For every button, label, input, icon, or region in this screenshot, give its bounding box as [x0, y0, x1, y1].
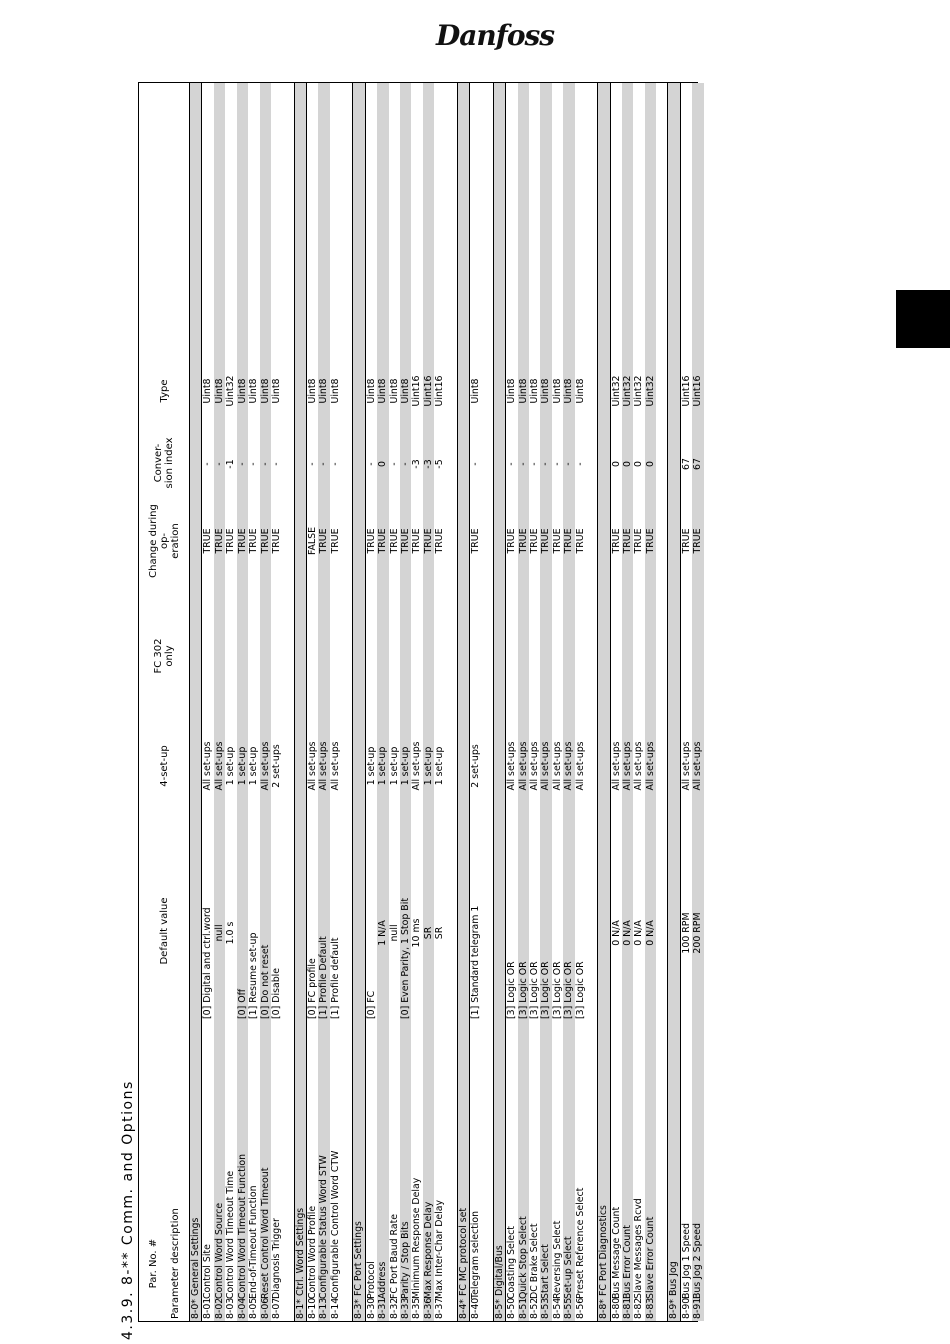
description-cell: DC Brake Select	[528, 1223, 540, 1299]
table-row	[633, 83, 644, 1321]
group-title: 8-8* FC Port Diagnostics	[598, 1205, 610, 1319]
par-no-cell: 8-53	[540, 1297, 552, 1319]
type-cell: Uint16	[434, 375, 446, 407]
header-setup-label: 4-set-up	[158, 745, 170, 787]
setup-cell: All set-ups	[318, 741, 330, 791]
conversion-index-cell: 0	[610, 461, 622, 467]
description-cell: Set-up Select	[563, 1236, 575, 1299]
type-cell: Uint8	[377, 378, 389, 404]
header-desc: Parameter description	[169, 1208, 181, 1319]
default-value-cell: [0] Even Parity, 1 Stop Bit	[400, 898, 411, 1019]
par-no-cell: 8-10	[306, 1297, 318, 1319]
description-cell: Preset Reference Select	[574, 1187, 586, 1299]
header-change-line1: Change during op-	[147, 504, 170, 578]
table-body	[189, 83, 704, 1321]
table-row	[248, 83, 259, 1321]
danfoss-logo: Danfoss	[436, 19, 555, 52]
table-row	[506, 83, 517, 1321]
par-no-cell: 8-56	[574, 1297, 586, 1319]
default-value-cell: [3] Logic OR	[506, 961, 518, 1019]
change-during-operation-cell: TRUE	[213, 528, 225, 554]
rotated-page	[120, 80, 704, 1340]
setup-cell: All set-ups	[528, 741, 540, 791]
par-no-cell: 8-81	[622, 1297, 633, 1319]
type-cell: Uint8	[259, 378, 271, 404]
conversion-index-cell: -	[528, 462, 540, 466]
setup-cell: All set-ups	[540, 741, 552, 791]
conversion-index-cell: -	[540, 462, 552, 466]
table-row	[611, 83, 622, 1321]
group-header-row	[294, 83, 307, 1321]
table-row	[470, 83, 481, 1321]
group-spacer	[283, 83, 294, 1321]
default-value-cell: 1 N/A	[377, 920, 389, 946]
change-during-operation-cell: TRUE	[225, 528, 237, 554]
type-cell: Uint8	[574, 378, 586, 404]
conversion-index-cell: 0	[377, 461, 389, 467]
header-conversion-line1: Conver-	[153, 443, 164, 483]
type-cell: Uint8	[388, 378, 400, 404]
description-cell: Max Response Delay	[422, 1201, 434, 1299]
change-during-operation-cell: TRUE	[365, 528, 377, 554]
default-value-cell: [1] Resume set-up	[248, 932, 260, 1019]
header-par-no: Par. No. #	[147, 1238, 159, 1289]
change-during-operation-cell: TRUE	[388, 528, 400, 554]
conversion-index-cell: -	[517, 462, 529, 466]
par-no-cell: 8-35	[411, 1297, 423, 1319]
setup-cell: All set-ups	[329, 741, 341, 791]
conversion-index-cell: -	[388, 462, 400, 466]
table-row	[307, 83, 318, 1321]
default-value-cell: [3] Logic OR	[574, 961, 586, 1019]
conversion-index-cell: 0	[622, 461, 633, 467]
description-cell: Reset Control Word Timeout	[259, 1167, 271, 1299]
header-default	[139, 871, 189, 991]
setup-cell: All set-ups	[411, 741, 423, 791]
par-no-cell: 8-82	[633, 1297, 645, 1319]
group-title: 8-1* Ctrl. Word Settings	[294, 1207, 306, 1319]
group-spacer	[586, 83, 597, 1321]
change-during-operation-cell: TRUE	[517, 528, 529, 554]
default-value-cell: [0] FC	[365, 990, 377, 1019]
par-no-cell: 8-40	[470, 1297, 482, 1319]
table-row	[271, 83, 282, 1321]
type-cell: Uint8	[470, 378, 482, 404]
conversion-index-cell: -	[271, 462, 283, 466]
default-value-cell: null	[213, 924, 225, 942]
table-row	[529, 83, 540, 1321]
conversion-index-cell: -	[213, 462, 225, 466]
default-value-cell: [1] Standard telegram 1	[470, 905, 482, 1019]
par-no-cell: 8-55	[563, 1297, 575, 1319]
table-row	[540, 83, 551, 1321]
description-cell: End-of-Timeout Function	[248, 1185, 260, 1299]
par-no-cell: 8-80	[610, 1297, 622, 1319]
setup-cell: All set-ups	[213, 741, 225, 791]
setup-cell: All set-ups	[202, 741, 214, 791]
change-during-operation-cell: FALSE	[306, 526, 318, 556]
change-during-operation-cell: TRUE	[434, 528, 446, 554]
conversion-index-cell: 0	[633, 461, 645, 467]
description-cell: Control Word Timeout Function	[236, 1153, 248, 1299]
conversion-index-cell: -	[329, 462, 341, 466]
change-during-operation-cell: TRUE	[563, 528, 575, 554]
description-cell: Parity / Stop Bits	[400, 1221, 411, 1299]
change-during-operation-cell: TRUE	[622, 528, 633, 554]
setup-cell: 1 set-up	[248, 746, 260, 786]
conversion-index-cell: -5	[434, 459, 446, 469]
default-value-cell: 0 N/A	[644, 920, 656, 946]
type-cell: Uint8	[306, 378, 318, 404]
header-conversion-line2: sion index	[164, 437, 175, 489]
type-cell: Uint32	[644, 375, 656, 407]
type-cell: Uint8	[236, 378, 248, 404]
setup-cell: All set-ups	[563, 741, 575, 791]
description-cell: Control Word Timeout Time	[225, 1170, 237, 1299]
default-value-cell: [0] Off	[236, 988, 248, 1019]
default-value-cell: [3] Logic OR	[551, 961, 563, 1019]
par-no-cell: 8-36	[422, 1297, 434, 1319]
header-fc302	[139, 631, 189, 681]
description-cell: Configurable Control Word CTW	[329, 1150, 341, 1299]
change-during-operation-cell: TRUE	[644, 528, 656, 554]
table-row	[330, 83, 341, 1321]
par-no-cell: 8-50	[506, 1297, 518, 1319]
group-header-row	[667, 83, 680, 1321]
default-value-cell: [0] Digital and ctrl.word	[202, 907, 214, 1019]
conversion-index-cell: -	[236, 462, 248, 466]
setup-cell: All set-ups	[574, 741, 586, 791]
default-value-cell: 100 RPM	[680, 912, 692, 954]
section-heading: 4.3.9. 8-** Comm. and Options	[120, 1080, 136, 1340]
table-header	[139, 83, 189, 1321]
default-value-cell: 0 N/A	[622, 920, 633, 946]
header-fc302-line2: only	[164, 645, 175, 667]
header-type	[139, 361, 189, 421]
par-no-cell: 8-91	[692, 1297, 704, 1319]
table-row	[366, 83, 377, 1321]
setup-cell: All set-ups	[517, 741, 529, 791]
change-during-operation-cell: TRUE	[610, 528, 622, 554]
change-during-operation-cell: TRUE	[528, 528, 540, 554]
par-no-cell: 8-06	[259, 1297, 271, 1319]
setup-cell: All set-ups	[259, 741, 271, 791]
change-during-operation-cell: TRUE	[540, 528, 552, 554]
group-spacer	[656, 83, 667, 1321]
header-type-label: Type	[158, 379, 170, 403]
default-value-cell: [0] Disable	[271, 967, 283, 1019]
conversion-index-cell: -3	[411, 459, 423, 469]
default-value-cell: 200 RPM	[692, 912, 704, 954]
par-no-cell: 8-54	[551, 1297, 563, 1319]
change-during-operation-cell: TRUE	[422, 528, 434, 554]
table-row	[434, 83, 445, 1321]
group-header-row	[493, 83, 506, 1321]
table-row	[202, 83, 213, 1321]
table-row	[552, 83, 563, 1321]
change-during-operation-cell: TRUE	[377, 528, 389, 554]
description-cell: Reversing Select	[551, 1220, 563, 1299]
type-cell: Uint32	[622, 375, 633, 407]
group-spacer	[341, 83, 352, 1321]
conversion-index-cell: -	[306, 462, 318, 466]
conversion-index-cell: -	[551, 462, 563, 466]
type-cell: Uint16	[422, 375, 434, 407]
table-row	[518, 83, 529, 1321]
setup-cell: All set-ups	[610, 741, 622, 791]
conversion-index-cell: -	[506, 462, 518, 466]
change-during-operation-cell: TRUE	[692, 528, 704, 554]
par-no-cell: 8-07	[271, 1297, 283, 1319]
group-header-row	[352, 83, 365, 1321]
change-during-operation-cell: TRUE	[248, 528, 260, 554]
table-row	[377, 83, 388, 1321]
table-row	[645, 83, 656, 1321]
type-cell: Uint16	[680, 375, 692, 407]
group-title: 8-0* General Settings	[190, 1217, 201, 1319]
parameter-table	[138, 82, 704, 1322]
type-cell: Uint32	[610, 375, 622, 407]
type-cell: Uint8	[329, 378, 341, 404]
conversion-index-cell: -	[318, 462, 330, 466]
conversion-index-cell: 67	[692, 458, 704, 470]
group-header-row	[189, 83, 202, 1321]
type-cell: Uint8	[540, 378, 552, 404]
table-row	[237, 83, 248, 1321]
conversion-index-cell: -	[202, 462, 214, 466]
change-during-operation-cell: TRUE	[470, 528, 482, 554]
setup-cell: 2 set-ups	[470, 744, 482, 788]
conversion-index-cell: 67	[680, 458, 692, 470]
change-during-operation-cell: TRUE	[259, 528, 271, 554]
setup-cell: All set-ups	[692, 741, 704, 791]
table-row	[692, 83, 703, 1321]
setup-cell: 2 set-ups	[271, 744, 283, 788]
conversion-index-cell: -	[470, 462, 482, 466]
header-setup	[139, 711, 189, 821]
description-cell: Minimum Response Delay	[411, 1177, 423, 1299]
default-value-cell: [3] Logic OR	[540, 961, 552, 1019]
header-change-line2: eration	[169, 523, 181, 559]
description-cell: Control Word Source	[213, 1202, 225, 1299]
setup-cell: 1 set-up	[365, 746, 377, 786]
default-value-cell: 0 N/A	[610, 920, 622, 946]
description-cell: Slave Messages Rcvd	[633, 1198, 645, 1299]
par-no-cell: 8-31	[377, 1297, 389, 1319]
table-row	[318, 83, 329, 1321]
group-title: 8-3* FC Port Settings	[353, 1221, 365, 1319]
table-row	[214, 83, 225, 1321]
table-row	[575, 83, 586, 1321]
type-cell: Uint8	[400, 378, 411, 404]
table-row	[681, 83, 692, 1321]
change-during-operation-cell: TRUE	[271, 528, 283, 554]
table-row	[400, 83, 411, 1321]
type-cell: Uint8	[202, 378, 214, 404]
par-no-cell: 8-05	[248, 1297, 260, 1319]
default-value-cell: [0] FC profile	[306, 958, 318, 1019]
group-title: 8-5* Digital/Bus	[493, 1245, 505, 1319]
default-value-cell: 10 ms	[411, 918, 423, 948]
description-cell: Bus Jog 1 Speed	[680, 1222, 692, 1299]
change-during-operation-cell: TRUE	[506, 528, 518, 554]
change-during-operation-cell: TRUE	[680, 528, 692, 554]
change-during-operation-cell: TRUE	[633, 528, 645, 554]
header-par-no-desc	[139, 1199, 189, 1319]
default-value-cell: [1] Profile default	[329, 937, 341, 1019]
description-cell: Address	[377, 1261, 389, 1299]
conversion-index-cell: -	[365, 462, 377, 466]
conversion-index-cell: 0	[644, 461, 656, 467]
change-during-operation-cell: TRUE	[202, 528, 214, 554]
setup-cell: All set-ups	[622, 741, 633, 791]
conversion-index-cell: -1	[225, 459, 237, 469]
conversion-index-cell: -	[259, 462, 271, 466]
header-default-label: Default value	[158, 897, 170, 965]
conversion-index-cell: -	[574, 462, 586, 466]
change-during-operation-cell: TRUE	[236, 528, 248, 554]
setup-cell: All set-ups	[644, 741, 656, 791]
description-cell: Control Word Profile	[306, 1205, 318, 1299]
setup-cell: 1 set-up	[400, 746, 411, 786]
par-no-cell: 8-14	[329, 1297, 341, 1319]
table-row	[225, 83, 236, 1321]
table-row	[423, 83, 434, 1321]
par-no-cell: 8-32	[388, 1297, 400, 1319]
description-cell: Quick Stop Select	[517, 1216, 529, 1299]
type-cell: Uint8	[563, 378, 575, 404]
description-cell: Slave Error Count	[644, 1216, 656, 1299]
change-during-operation-cell: TRUE	[329, 528, 341, 554]
description-cell: Coasting Select	[506, 1226, 518, 1299]
type-cell: Uint16	[692, 375, 704, 407]
conversion-index-cell: -	[400, 462, 411, 466]
description-cell: Bus Jog 2 Speed	[692, 1222, 704, 1299]
description-cell: Start Select	[540, 1244, 552, 1299]
group-spacer	[482, 83, 493, 1321]
par-no-cell: 8-02	[213, 1297, 225, 1319]
table-row	[411, 83, 422, 1321]
type-cell: Uint8	[318, 378, 330, 404]
group-spacer	[446, 83, 457, 1321]
conversion-index-cell: -	[563, 462, 575, 466]
group-title: 8-4* FC MC protocol set	[457, 1207, 469, 1319]
setup-cell: 1 set-up	[434, 746, 446, 786]
setup-cell: 1 set-up	[236, 746, 248, 786]
conversion-index-cell: -3	[422, 459, 434, 469]
group-title: 8-9* Bus Jog	[668, 1261, 680, 1319]
setup-cell: All set-ups	[680, 741, 692, 791]
description-cell: Bus Message Count	[610, 1206, 622, 1299]
table-row	[260, 83, 271, 1321]
type-cell: Uint8	[248, 378, 260, 404]
header-fc302-line1: FC 302	[153, 638, 164, 674]
change-during-operation-cell: TRUE	[411, 528, 423, 554]
type-cell: Uint8	[365, 378, 377, 404]
par-no-cell: 8-90	[680, 1297, 692, 1319]
description-cell: Diagnosis Trigger	[271, 1218, 283, 1299]
setup-cell: All set-ups	[633, 741, 645, 791]
setup-cell: All set-ups	[506, 741, 518, 791]
change-during-operation-cell: TRUE	[574, 528, 586, 554]
par-no-cell: 8-30	[365, 1297, 377, 1319]
chapter-tab-marker	[896, 290, 950, 348]
description-cell: Max Inter-Char Delay	[434, 1199, 446, 1299]
par-no-cell: 8-13	[318, 1297, 330, 1319]
par-no-cell: 8-04	[236, 1297, 248, 1319]
setup-cell: 1 set-up	[377, 746, 389, 786]
default-value-cell: 0 N/A	[633, 920, 645, 946]
type-cell: Uint8	[213, 378, 225, 404]
default-value-cell: SR	[434, 926, 446, 940]
table-row	[622, 83, 633, 1321]
par-no-cell: 8-52	[528, 1297, 540, 1319]
setup-cell: All set-ups	[306, 741, 318, 791]
default-value-cell: [1] Profile Default	[318, 936, 330, 1019]
type-cell: Uint32	[633, 375, 645, 407]
type-cell: Uint32	[225, 375, 237, 407]
setup-cell: 1 set-up	[422, 746, 434, 786]
par-no-cell: 8-37	[434, 1297, 446, 1319]
default-value-cell: [3] Logic OR	[528, 961, 540, 1019]
description-cell: Configurable Status Word STW	[318, 1155, 330, 1299]
header-change	[139, 496, 189, 586]
type-cell: Uint8	[528, 378, 540, 404]
type-cell: Uint8	[551, 378, 563, 404]
description-cell: Control Site	[202, 1244, 214, 1299]
par-no-cell: 8-03	[225, 1297, 237, 1319]
description-cell: FC Port Baud Rate	[388, 1213, 400, 1299]
par-no-cell: 8-33	[400, 1297, 411, 1319]
table-row	[389, 83, 400, 1321]
type-cell: Uint8	[506, 378, 518, 404]
default-value-cell: [3] Logic OR	[563, 961, 575, 1019]
default-value-cell: [3] Logic OR	[517, 961, 529, 1019]
par-no-cell: 8-51	[517, 1297, 529, 1319]
conversion-index-cell: -	[248, 462, 260, 466]
type-cell: Uint8	[517, 378, 529, 404]
par-no-cell: 8-83	[644, 1297, 656, 1319]
header-conversion	[139, 433, 189, 493]
group-header-row	[457, 83, 470, 1321]
default-value-cell: SR	[422, 926, 434, 940]
type-cell: Uint8	[271, 378, 283, 404]
default-value-cell: [0] Do not reset	[259, 944, 271, 1019]
group-header-row	[597, 83, 610, 1321]
setup-cell: 1 set-up	[225, 746, 237, 786]
default-value-cell: null	[388, 924, 400, 942]
change-during-operation-cell: TRUE	[400, 528, 411, 554]
default-value-cell: 1.0 s	[225, 921, 237, 945]
change-during-operation-cell: TRUE	[551, 528, 563, 554]
setup-cell: All set-ups	[551, 741, 563, 791]
description-cell: Bus Error Count	[622, 1225, 633, 1299]
description-cell: Protocol	[365, 1261, 377, 1299]
type-cell: Uint16	[411, 375, 423, 407]
par-no-cell: 8-01	[202, 1297, 214, 1319]
table-row	[563, 83, 574, 1321]
description-cell: Telegram selection	[470, 1210, 482, 1299]
setup-cell: 1 set-up	[388, 746, 400, 786]
change-during-operation-cell: TRUE	[318, 528, 330, 554]
